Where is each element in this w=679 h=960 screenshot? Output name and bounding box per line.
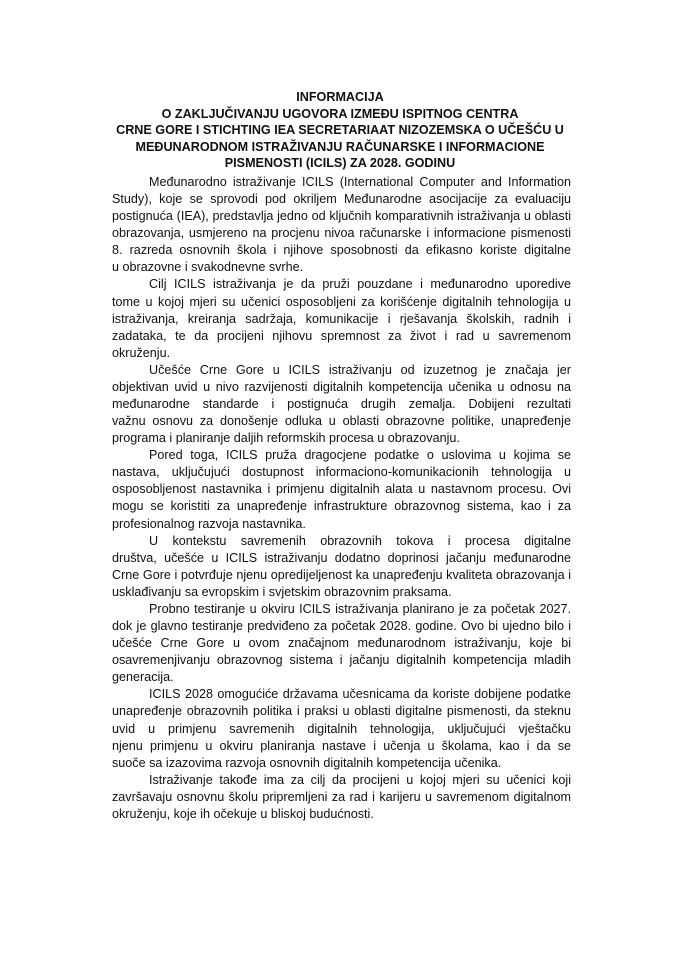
paragraph-line: važnu osnovu za donošenje odluka u oblasti obrazovne politike, unapređenje — [112, 414, 571, 429]
paragraph-line: uvid u primjenu savremenih digitalnih tehnologija, uključujući vještačku — [112, 721, 571, 736]
paragraph-line: istraživanja, kreiranja sadržaja, komunikacije i rješavanja školskih, radnih i — [112, 311, 571, 326]
title-line: CRNE GORE I STICHTING IEA SECRETARIAAT NIZOZEMSKA O UČEŠĆU U — [116, 123, 564, 137]
paragraph-line: 8. razreda osnovnih škola i njihove sposobnosti da efikasno koriste digitalne — [112, 243, 571, 258]
paragraph-line: u obrazovne i svakodnevne svrhe. — [112, 260, 304, 275]
paragraph — [112, 686, 571, 771]
paragraph-line: tome u kojoj mjeri su učenici osposobljeni za korišćenje digitalnih tehnologija u — [112, 294, 571, 309]
paragraph-line: Study), koje se sprovodi pod okriljem Međunarodne asocijacije za evaluaciju — [112, 192, 571, 207]
paragraph-line: profesionalnog razvoja nastavnika. — [112, 516, 306, 531]
paragraph — [112, 447, 571, 532]
paragraph-line: ICILS 2028 omogućiće državama učesnicama da koriste dobijene podatke — [149, 687, 571, 702]
paragraph-line: generacija. — [112, 670, 174, 685]
paragraph-line: završavaju osnovnu školu pripremljeni za rad i karijeru u savremenom digitalnom — [112, 789, 571, 804]
title-line: MEĐUNARODNOM ISTRAŽIVANJU RAČUNARSKE I INFORMACIONE — [135, 139, 545, 154]
paragraph-line: Međunarodno istraživanje ICILS (International Computer and Information — [149, 175, 571, 189]
paragraph-line: U kontekstu savremenih obrazovnih tokova i procesa digitalne — [149, 533, 571, 548]
paragraph-line: unapređenje obrazovnih politika i praksi u oblasti digitalne pismenosti, da steknu — [112, 704, 571, 719]
paragraph — [112, 276, 571, 361]
paragraph-line: nastava, uključujući dostupnost informaciono-komunikacionih tehnologija u — [112, 465, 571, 480]
paragraph-line: dok je glavno testiranje predviđeno za početak 2028. godine. Ovo bi ujedno bilo i — [112, 619, 571, 634]
paragraph-line: međunarodne standarde i postignuća drugih zemalja. Dobijeni rezultati — [112, 397, 571, 412]
paragraph-line: Učešće Crne Gore u ICILS istraživanju od izuzetnog je značaja jer — [149, 362, 571, 377]
paragraph — [112, 772, 571, 823]
paragraph-line: njenu primjenu u okviru planiranja nastave i učenja u školama, kao i da se — [112, 738, 571, 753]
paragraph — [112, 174, 571, 276]
paragraph-line: suoče sa izazovima razvoja osnovnih digitalnih kompetencija učenika. — [112, 755, 502, 770]
paragraph-line: mogu se koristiti za unapređenje infrastrukture obrazovnog sistema, kao i za — [112, 499, 571, 514]
document-title — [80, 89, 600, 172]
paragraph — [112, 362, 571, 447]
title-line: INFORMACIJA — [296, 90, 384, 104]
paragraph-line: okruženju, koje ih očekuje u bliskoj budućnosti. — [112, 806, 374, 821]
paragraph — [112, 601, 571, 686]
paragraph-line: osposobljenost nastavnika i primjenu digitalnih alata u nastavnom procesu. Ovi — [112, 482, 571, 497]
paragraph-line: Probno testiranje u okviru ICILS istraživanja planirano je za početak 2027. — [149, 601, 571, 616]
paragraph — [112, 533, 571, 601]
paragraph-line: usklađivanju sa evropskim i svjetskim obrazovnim praksama. — [112, 584, 452, 599]
paragraph-line: obrazovanja, usmjereno na procjenu nivoa računarske i informacione pismenosti — [112, 226, 571, 241]
title-line: PISMENOSTI (ICILS) ZA 2028. GODINU — [224, 156, 456, 170]
title-line: O ZAKLJUČIVANJU UGOVORA IZMEĐU ISPITNOG CENTRA — [161, 106, 519, 121]
paragraph-line: Pored toga, ICILS pruža dragocjene podatke o uslovima u kojima se — [149, 448, 571, 463]
paragraph-line: društva, učešće u ICILS istraživanju dodatno doprinosi jačanju međunarodne — [112, 550, 571, 565]
document-body — [112, 174, 571, 823]
paragraph-line: Cilj ICILS istraživanja je da pruži pouzdane i međunarodno uporedive — [149, 277, 571, 292]
paragraph-line: postignuća (IEA), predstavlja jedno od ključnih komparativnih istraživanja u oblasti — [112, 209, 571, 224]
paragraph-line: zadataka, te da procijeni njihovu spremnost za život i rad u savremenom — [112, 328, 571, 343]
paragraph-line: objektivan uvid u nivo razvijenosti digitalnih kompetencija učenika u odnosu na — [112, 379, 571, 394]
paragraph-line: programa i planiranje daljih reformskih procesa u obrazovanju. — [112, 431, 460, 446]
paragraph-line: Istraživanje takođe ima za cilj da procijeni u kojoj mjeri su učenici koji — [149, 772, 571, 787]
paragraph-line: okruženju. — [112, 345, 171, 360]
paragraph-line: učešće Crne Gore u ovom značajnom međunarodnom istraživanju, koje bi — [112, 636, 571, 651]
paragraph-line: osavremenjivanju obrazovnog sistema i jačanju digitalnih kompetencija mladih — [112, 653, 571, 668]
paragraph-line: Crne Gore i potvrđuje njenu opredijeljenost ka unapređenju kvaliteta obrazovanja i — [112, 567, 571, 582]
